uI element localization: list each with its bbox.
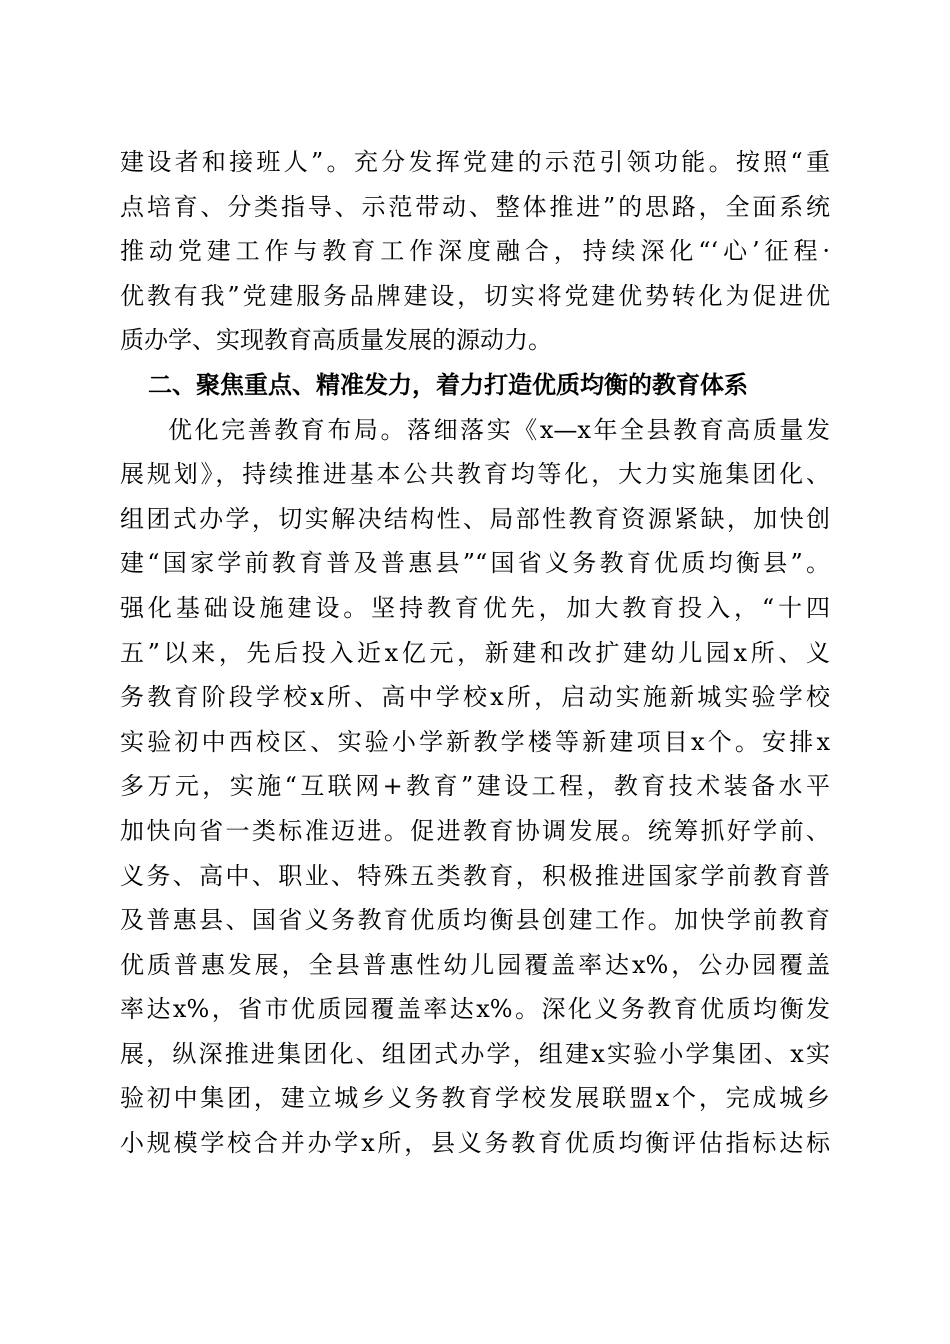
text-line: 优教有我”党建服务品牌建设，切实将党建优势转化为促进优 [120, 281, 830, 310]
text-line: 实验初中西校区、实验小学新教学楼等新建项目x个。安排x [120, 727, 830, 756]
text-line: 验初中集团，建立城乡义务教育学校发展联盟x个，完成城乡 [120, 1084, 830, 1113]
text-line: 展，纵深推进集团化、组团式办学，组建x实验小学集团、x实 [120, 1039, 830, 1068]
text-line: 建“国家学前教育普及普惠县”“国省义务教育优质均衡县”。 [120, 549, 830, 578]
text-line: 务教育阶段学校x所、高中学校x所，启动实施新城实验学校 [120, 683, 830, 712]
text-line: 建设者和接班人”。充分发挥党建的示范引领功能。按照“重 [120, 148, 830, 176]
text-line: 展规划》，持续推进基本公共教育均等化，大力实施集团化、 [120, 460, 830, 489]
text-line: 小规模学校合并办学x所，县义务教育优质均衡评估指标达标 [120, 1129, 830, 1158]
text-line: 强化基础设施建设。坚持教育优先，加大教育投入，“十四 [120, 593, 830, 622]
body-text [120, 140, 830, 1166]
text-line: 及普惠县、国省义务教育优质均衡县创建工作。加快学前教育 [120, 906, 830, 935]
text-line: 义务、高中、职业、特殊五类教育，积极推进国家学前教育普 [120, 861, 830, 890]
section-heading: 二、聚焦重点、精准发力，着力打造优质均衡的教育体系 [148, 370, 748, 399]
text-line: 组团式办学，切实解决结构性、局部性教育资源紧缺，加快创 [120, 504, 830, 533]
text-line: 率达x%，省市优质园覆盖率达x%。深化义务教育优质均衡发 [120, 995, 830, 1024]
text-line: 加快向省一类标准迈进。促进教育协调发展。统筹抓好学前、 [120, 816, 830, 845]
text-line: 点培育、分类指导、示范带动、整体推进”的思路，全面系统 [120, 192, 830, 221]
text-line: 优化完善教育布局。落细落实《x—x年全县教育高质量发 [168, 415, 830, 444]
text-line: 推动党建工作与教育工作深度融合，持续深化“‘心’征程· [120, 237, 830, 266]
text-line: 五”以来，先后投入近x亿元，新建和改扩建幼儿园x所、义 [120, 638, 830, 667]
text-line: 质办学、实现教育高质量发展的源动力。 [120, 326, 552, 355]
text-line: 优质普惠发展，全县普惠性幼儿园覆盖率达x%，公办园覆盖 [120, 950, 830, 979]
text-line: 多万元，实施“互联网+教育”建设工程，教育技术装备水平 [120, 772, 830, 801]
